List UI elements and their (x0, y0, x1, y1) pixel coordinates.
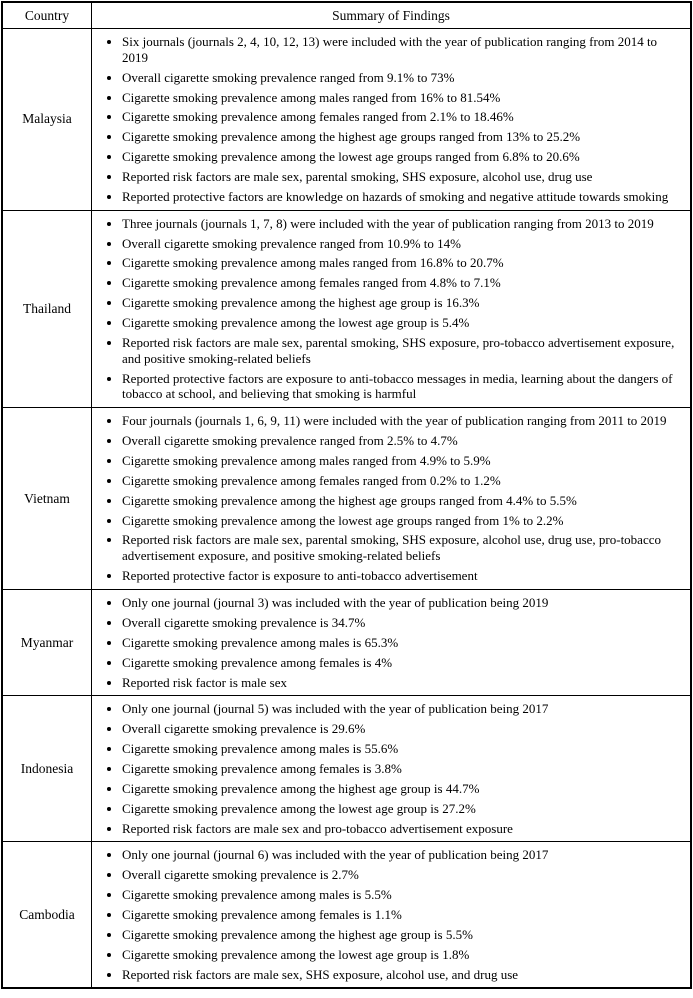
country-name: Thailand (2, 210, 92, 408)
country-row (2, 842, 691, 989)
finding-item: • Reported risk factors are male sex, parental smoking, SHS exposure, alcohol use, drug use (122, 169, 684, 185)
finding-item: • Overall cigarette smoking prevalence is 34.7% (122, 615, 684, 631)
finding-item: • Overall cigarette smoking prevalence is 2.7% (122, 867, 684, 883)
finding-item: • Only one journal (journal 5) was included with the year of publication being 2017 (122, 701, 684, 717)
findings-list (92, 216, 690, 403)
summary-column-header: Summary of Findings (92, 2, 692, 29)
finding-item: • Cigarette smoking prevalence among males is 55.6% (122, 741, 684, 757)
finding-item: • Only one journal (journal 6) was included with the year of publication being 2017 (122, 847, 684, 863)
finding-item: • Only one journal (journal 3) was included with the year of publication being 2019 (122, 595, 684, 611)
finding-item: • Reported protective factor is exposure to anti-tobacco advertisement (122, 568, 684, 584)
country-row (2, 696, 691, 842)
country-findings-table (1, 1, 692, 989)
country-row (2, 29, 691, 211)
finding-item: • Cigarette smoking prevalence among females is 3.8% (122, 761, 684, 777)
finding-item: • Reported risk factors are male sex and pro-tobacco advertisement exposure (122, 821, 684, 837)
country-column-header: Country (2, 2, 92, 29)
finding-item: • Cigarette smoking prevalence among males ranged from 16% to 81.54% (122, 90, 684, 106)
country-name: Cambodia (2, 842, 92, 989)
finding-item: • Overall cigarette smoking prevalence ranged from 10.9% to 14% (122, 236, 684, 252)
finding-item: • Cigarette smoking prevalence among the lowest age group is 27.2% (122, 801, 684, 817)
finding-item: • Cigarette smoking prevalence among males ranged from 16.8% to 20.7% (122, 255, 684, 271)
finding-item: • Cigarette smoking prevalence among females ranged from 2.1% to 18.46% (122, 109, 684, 125)
finding-item: • Cigarette smoking prevalence among males is 5.5% (122, 887, 684, 903)
table-header (2, 2, 691, 29)
summary-cell (92, 29, 692, 211)
findings-list (92, 847, 690, 982)
finding-item: • Four journals (journals 1, 6, 9, 11) were included with the year of publication ranging from 2011 to 2019 (122, 413, 684, 429)
summary-cell (92, 842, 692, 989)
finding-item: • Overall cigarette smoking prevalence ranged from 2.5% to 4.7% (122, 433, 684, 449)
finding-item: • Three journals (journals 1, 7, 8) were included with the year of publication ranging from 2013 to 2019 (122, 216, 684, 232)
finding-item: • Cigarette smoking prevalence among the lowest age groups ranged from 1% to 2.2% (122, 513, 684, 529)
finding-item: • Overall cigarette smoking prevalence ranged from 9.1% to 73% (122, 70, 684, 86)
country-name: Malaysia (2, 29, 92, 211)
summary-cell (92, 210, 692, 408)
finding-item: • Cigarette smoking prevalence among females is 4% (122, 655, 684, 671)
summary-cell (92, 408, 692, 590)
country-name: Indonesia (2, 696, 92, 842)
finding-item: • Cigarette smoking prevalence among the highest age groups ranged from 4.4% to 5.5% (122, 493, 684, 509)
finding-item: • Cigarette smoking prevalence among the highest age group is 5.5% (122, 927, 684, 943)
country-name: Vietnam (2, 408, 92, 590)
finding-item: • Cigarette smoking prevalence among males is 65.3% (122, 635, 684, 651)
finding-item: • Overall cigarette smoking prevalence is 29.6% (122, 721, 684, 737)
finding-item: • Cigarette smoking prevalence among males ranged from 4.9% to 5.9% (122, 453, 684, 469)
finding-item: • Reported risk factors are male sex, SHS exposure, alcohol use, and drug use (122, 967, 684, 983)
finding-item: • Reported risk factors are male sex, parental smoking, SHS exposure, alcohol use, drug use, pro-tobacco advertisement exposure, and positive smoking-related beliefs (122, 532, 684, 564)
country-row (2, 590, 691, 696)
finding-item: • Reported risk factor is male sex (122, 675, 684, 691)
summary-cell (92, 590, 692, 696)
finding-item: • Six journals (journals 2, 4, 10, 12, 13) were included with the year of publication ranging from 2014 to 2019 (122, 34, 684, 66)
finding-item: • Cigarette smoking prevalence among the highest age group is 16.3% (122, 295, 684, 311)
country-row (2, 210, 691, 408)
table-body (2, 29, 691, 989)
finding-item: • Cigarette smoking prevalence among females ranged from 4.8% to 7.1% (122, 275, 684, 291)
finding-item: • Cigarette smoking prevalence among the lowest age groups ranged from 6.8% to 20.6% (122, 149, 684, 165)
finding-item: • Reported risk factors are male sex, parental smoking, SHS exposure, pro-tobacco advertisement exposure, and positive smoking-related beliefs (122, 335, 684, 367)
country-row (2, 408, 691, 590)
finding-item: • Cigarette smoking prevalence among the highest age groups ranged from 13% to 25.2% (122, 129, 684, 145)
findings-list (92, 595, 690, 690)
summary-cell (92, 696, 692, 842)
findings-list (92, 34, 690, 205)
finding-item: • Reported protective factors are knowledge on hazards of smoking and negative attitude towards smoking (122, 189, 684, 205)
finding-item: • Cigarette smoking prevalence among the lowest age group is 5.4% (122, 315, 684, 331)
finding-item: • Reported protective factors are exposure to anti-tobacco messages in media, learning about the dangers of tobacco at school, and believing that smoking is harmful (122, 371, 684, 403)
finding-item: • Cigarette smoking prevalence among the lowest age group is 1.8% (122, 947, 684, 963)
findings-list (92, 413, 690, 584)
finding-item: • Cigarette smoking prevalence among females is 1.1% (122, 907, 684, 923)
header-row (2, 2, 691, 29)
country-name: Myanmar (2, 590, 92, 696)
findings-list (92, 701, 690, 836)
finding-item: • Cigarette smoking prevalence among females ranged from 0.2% to 1.2% (122, 473, 684, 489)
finding-item: • Cigarette smoking prevalence among the highest age group is 44.7% (122, 781, 684, 797)
